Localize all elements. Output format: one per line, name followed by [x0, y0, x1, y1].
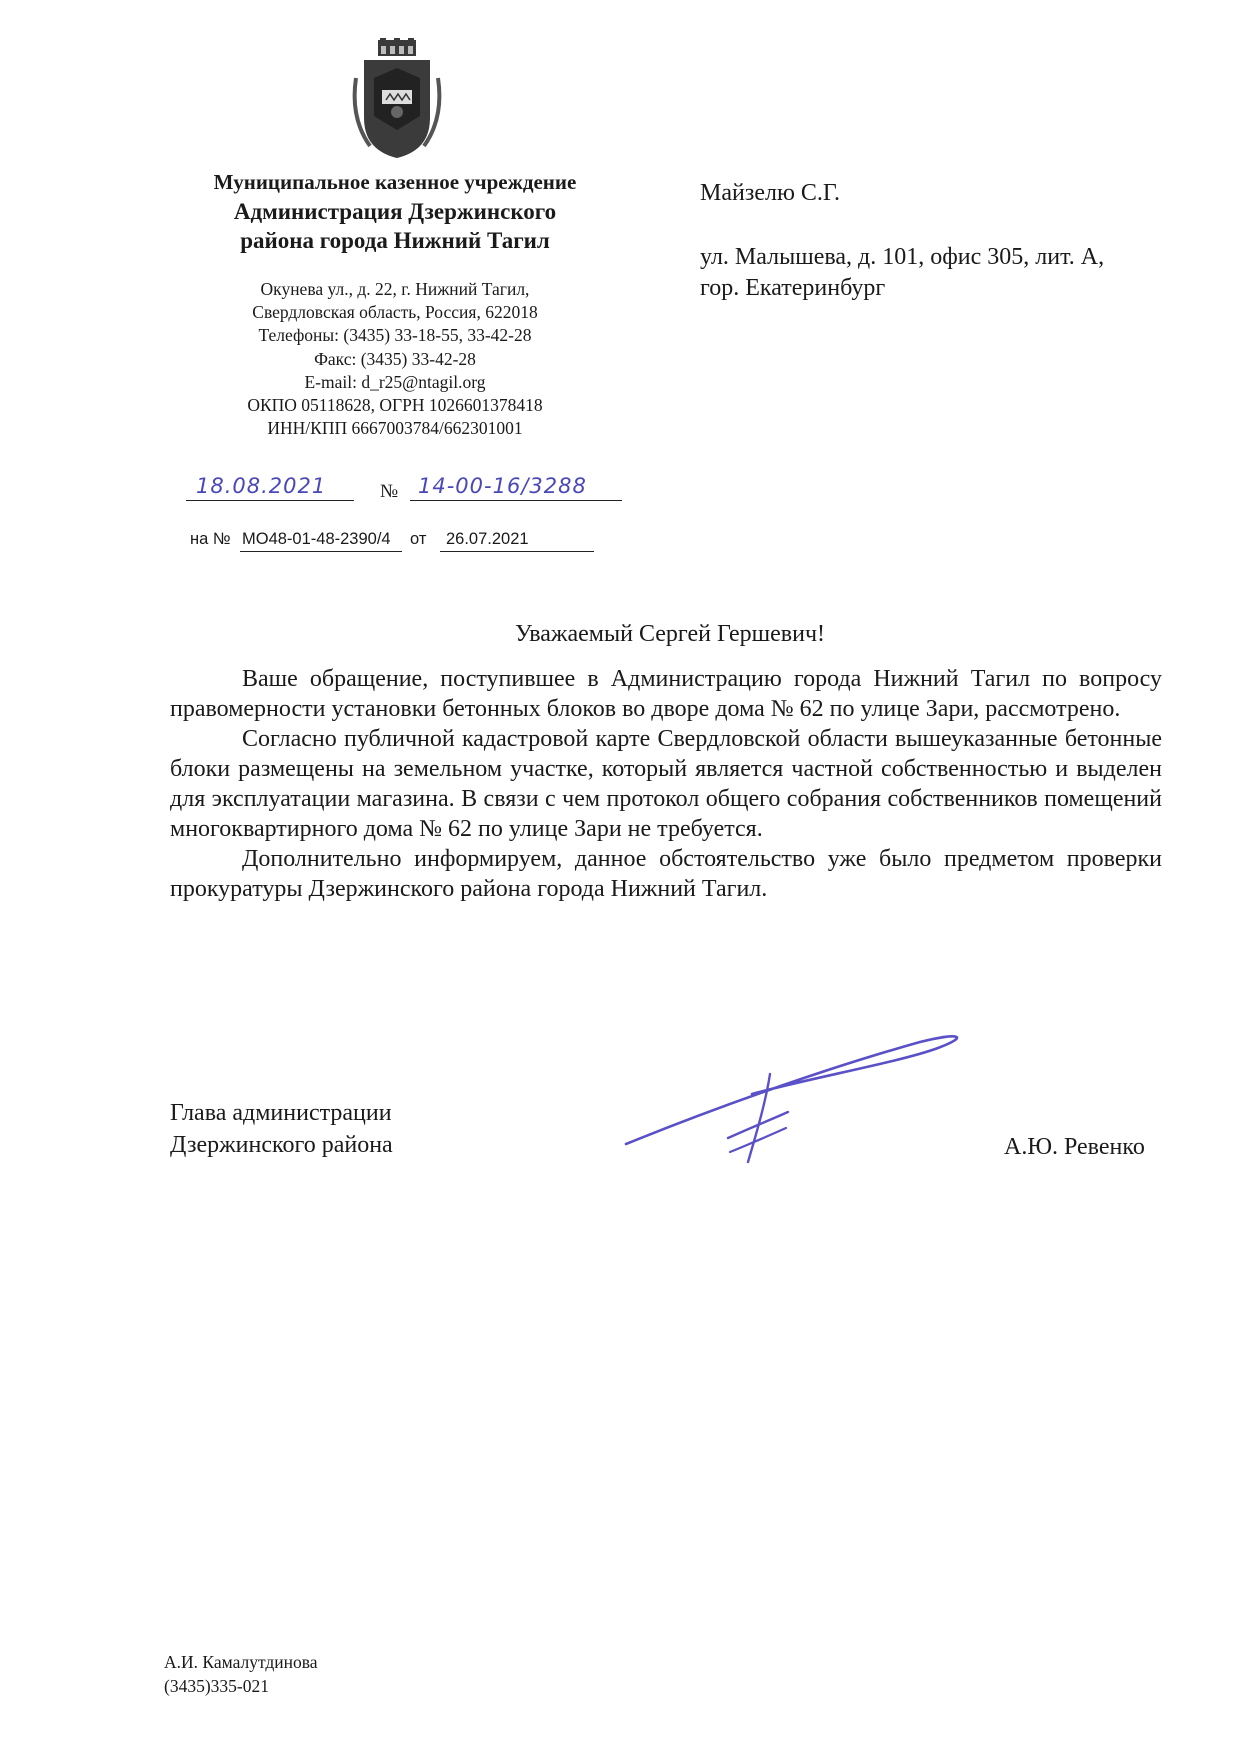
body-paragraph-3: Дополнительно информируем, данное обстоятельство уже было предметом проверки прокуратуры Дзержинского района города Нижний Тагил. [170, 846, 1162, 902]
reference-date: 26.07.2021 [446, 530, 529, 548]
reference-number: МО48-01-48-2390/4 [242, 530, 391, 548]
outgoing-number-rule [410, 500, 622, 501]
letter-body [170, 664, 1162, 904]
signatory-title-line-2: Дзержинского района [170, 1132, 393, 1158]
contact-fax: Факс: (3435) 33-42-28 [314, 348, 476, 369]
contact-address: Окунева ул., д. 22, г. Нижний Тагил, [260, 279, 530, 299]
handwritten-signature [620, 1030, 980, 1170]
letter-greeting: Уважаемый Сергей Гершевич! [514, 621, 826, 647]
reference-prefix: на № [190, 530, 231, 548]
executor-name: А.И. Камалутдинова [164, 1652, 318, 1672]
outgoing-date-rule [186, 500, 354, 501]
signatory-name: А.Ю. Ревенко [1004, 1134, 1145, 1160]
coat-of-arms-emblem [350, 38, 444, 162]
signatory-title [170, 1097, 393, 1161]
signatory-title-line-1: Глава администрации [170, 1100, 392, 1126]
reference-number-rule [240, 551, 402, 552]
addressee-address [700, 242, 1104, 304]
org-name-line-2: Администрация Дзержинского [233, 199, 557, 224]
contact-inn-kpp: ИНН/КПП 6667003784/662301001 [267, 418, 523, 439]
org-name-line-1: Муниципальное казенное учреждение [213, 170, 577, 194]
executor-phone: (3435)335-021 [164, 1676, 269, 1696]
addressee-name: Майзелю С.Г. [700, 180, 841, 206]
org-name-line-3: района города Нижний Тагил [240, 228, 550, 253]
contact-email: E-mail: d_r25@ntagil.org [304, 371, 486, 392]
contact-okpo-ogrn: ОКПО 05118628, ОГРН 1026601378418 [247, 395, 543, 416]
body-paragraph-1: Ваше обращение, поступившее в Администрацию города Нижний Тагил по вопросу правомерности установки бетонных блоков во дворе дома № 62 по улице Зари, рассмотрено. [170, 666, 1162, 722]
addressee-address-line-1: ул. Малышева, д. 101, офис 305, лит. А, [700, 244, 1105, 270]
number-sign: № [380, 481, 399, 502]
reference-from: от [410, 530, 427, 548]
body-paragraph-2: Согласно публичной кадастровой карте Свердловской области вышеуказанные бетонные блоки размещены на земельном участке, который является частной собственностью и выделен для эксплуатации магазина. В связи с чем протокол общего собрания собственников помещений многоквартирного дома № 62 по улице Зари не требуется. [170, 726, 1162, 842]
outgoing-number: 14-00-16/3288 [418, 474, 587, 498]
contact-phones: Телефоны: (3435) 33-18-55, 33-42-28 [258, 325, 532, 346]
outgoing-date: 18.08.2021 [196, 474, 327, 498]
executor-info [164, 1650, 318, 1698]
organization-contacts [200, 278, 590, 440]
addressee-address-line-2: гор. Екатеринбург [700, 275, 886, 301]
contact-region: Свердловская область, Россия, 622018 [252, 302, 538, 323]
reference-date-rule [440, 551, 594, 552]
organization-name [150, 168, 640, 255]
